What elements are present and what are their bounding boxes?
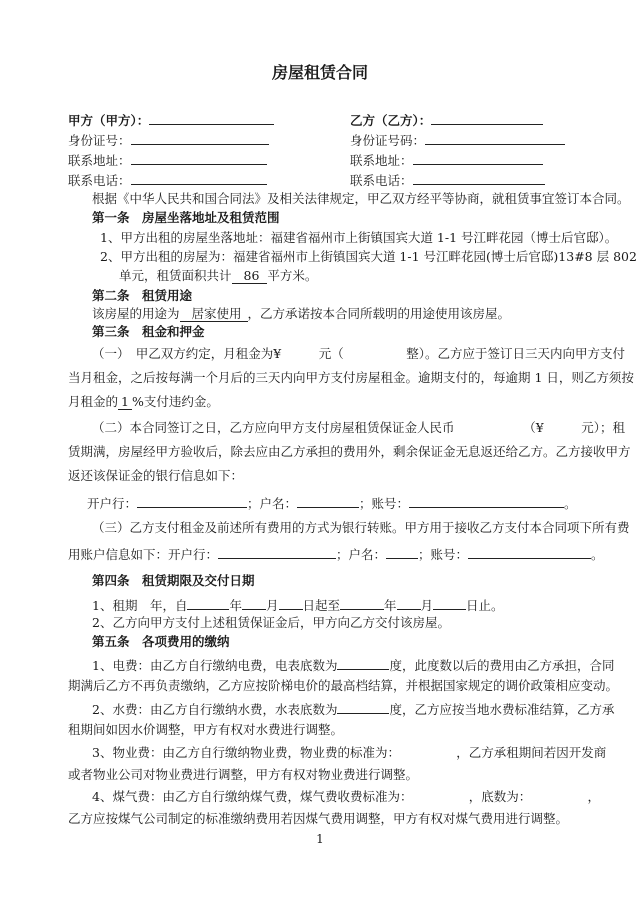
article-3-p1-line-3	[68, 394, 219, 410]
end-month-blank[interactable]	[397, 596, 421, 610]
start-year-unit: 年	[229, 598, 242, 613]
article-2-text	[92, 306, 510, 322]
property-fee-line-1: 3、物业费：由乙方自行缴纳物业费，物业费的标准为： ，乙方承租期间若因开发商	[92, 745, 607, 760]
article-3-p2-line-3: 返还该保证金的银行信息如下：	[68, 468, 244, 483]
article-3-p2-line-1: （二）本合同签订之日，乙方应向甲方支付房屋租赁保证金人民币 （¥ 元）；租	[92, 420, 625, 435]
water-line-2: 租期间如因水价调整，甲方有权对水费进行调整。	[68, 722, 344, 737]
usage-value[interactable]: 居家使用	[180, 306, 248, 322]
refund-bank-label: 开户行：	[87, 496, 138, 511]
party-b-id-field	[350, 131, 565, 149]
refund-account-name-blank[interactable]	[297, 494, 359, 508]
article-3-p3-line-2	[68, 545, 604, 563]
party-b-address-blank[interactable]	[413, 151, 543, 165]
start-year-blank[interactable]	[187, 596, 229, 610]
area-unit: 平方米。	[267, 268, 318, 283]
article-1-item-2-line-2	[119, 268, 317, 284]
party-a-phone-blank[interactable]	[131, 171, 267, 185]
page-title: 房屋租赁合同	[271, 63, 368, 82]
refund-end-mark: 。	[564, 496, 577, 511]
electricity-label: 1、电费：由乙方自行缴纳电费，电表底数为	[92, 658, 338, 673]
lease-term-label: 1、租期 年，自	[92, 598, 188, 613]
article-1-item-2-line-1: 2、甲方出租的房屋为：福建省福州市上街镇国宾大道 1-1 号江畔花园(博士后官邸)13#8 层 802	[100, 249, 637, 264]
area-label: 单元，租赁面积共计	[119, 268, 232, 283]
landlord-account-no-blank[interactable]	[468, 545, 591, 559]
party-b-phone-field	[350, 171, 545, 189]
refund-account-name-label: ；户名：	[247, 496, 298, 511]
party-b-field	[350, 111, 543, 129]
end-day-unit: 日止。	[466, 598, 504, 613]
party-b-phone-blank[interactable]	[413, 171, 545, 185]
party-a-label: 甲方（甲方）：	[68, 113, 150, 128]
property-fee-line-2: 或者物业公司对物业费进行调整，甲方有权对物业费进行调整。	[68, 767, 419, 782]
water-meter-blank[interactable]	[337, 700, 389, 714]
party-a-field	[68, 111, 274, 129]
article-3-p1-line-1: （一） 甲乙双方约定，月租金为¥ 元（ 整）。乙方应于签订日三天内向甲方支付	[92, 346, 625, 361]
landlord-account-name-label: ；户名：	[336, 547, 387, 562]
article-3-p2-line-2: 赁期满，房屋经甲方验收后，除去应由乙方承担的费用外，剩余保证金无息返还给乙方。乙方接收甲方	[68, 444, 631, 459]
refund-account-no-blank[interactable]	[409, 494, 564, 508]
article-3-heading: 第三条 租金和押金	[92, 324, 205, 339]
article-1-heading: 第一条 房屋坐落地址及租赁范围	[92, 210, 280, 225]
end-month-unit: 月	[420, 598, 434, 613]
article-4-item-2: 2、乙方向甲方支付上述租赁保证金后，甲方向乙方交付该房屋。	[92, 615, 450, 630]
electricity-meter-blank[interactable]	[337, 656, 389, 670]
end-day-blank[interactable]	[433, 596, 466, 610]
party-b-id-label: 身份证号码：	[350, 133, 426, 148]
party-b-id-blank[interactable]	[425, 131, 565, 145]
party-b-address-label: 联系地址：	[350, 153, 413, 168]
party-b-address-field	[350, 151, 543, 169]
landlord-bank-label: 用账户信息如下：开户行：	[68, 547, 219, 562]
start-day-unit: 日起至	[302, 598, 341, 613]
party-a-address-label: 联系地址：	[68, 153, 131, 168]
party-a-phone-field	[68, 171, 267, 189]
refund-account-no-label: ；账号：	[359, 496, 410, 511]
start-month-unit: 月	[265, 598, 279, 613]
refund-bank-row	[87, 494, 577, 512]
article-1-item-1: 1、甲方出租的房屋坐落地址：福建省福州市上街镇国宾大道 1-1 号江畔花园（博士后官邸）。	[100, 230, 618, 245]
landlord-end-mark: 。	[591, 547, 604, 562]
refund-bank-blank[interactable]	[137, 494, 247, 508]
article-5-heading: 第五条 各项费用的缴纳	[92, 634, 230, 649]
water-terms: 度，乙方应按当地水费标准结算，乙方承	[389, 702, 615, 717]
electricity-line-1	[92, 656, 614, 674]
gas-fee-line-1: 4、煤气费：由乙方自行缴纳煤气费，煤气费收费标准为： ，底数为： ，	[92, 789, 600, 804]
electricity-line-2: 期满后乙方不再负责缴纳，乙方应按阶梯电价的最高档结算，并根据国家规定的调价政策相应变动。	[68, 678, 619, 693]
party-a-address-field	[68, 151, 267, 169]
rental-area[interactable]: 86	[232, 268, 268, 284]
page-number: 1	[316, 832, 324, 846]
party-b-blank[interactable]	[431, 111, 543, 125]
landlord-account-no-label: ；账号：	[418, 547, 469, 562]
landlord-account-name-blank[interactable]	[386, 545, 418, 559]
lease-term-line	[92, 596, 504, 614]
intro-paragraph: 根据《中华人民共和国合同法》及相关法律规定，甲乙双方经平等协商，就租赁事宜签订本合同。	[92, 191, 630, 206]
penalty-label: 月租金的	[68, 394, 119, 409]
penalty-unit: %支付违约金。	[131, 394, 219, 409]
party-a-address-blank[interactable]	[131, 151, 267, 165]
party-b-phone-label: 联系电话：	[350, 173, 413, 188]
article-4-heading: 第四条 租赁期限及交付日期	[92, 573, 255, 588]
usage-label: 该房屋的用途为	[92, 306, 180, 321]
party-a-blank[interactable]	[149, 111, 274, 125]
water-line-1	[92, 700, 614, 718]
article-2-heading: 第二条 租赁用途	[92, 288, 193, 303]
penalty-rate[interactable]: 1	[118, 394, 132, 410]
usage-promise: ，乙方承诺按本合同所载明的用途使用该房屋。	[247, 306, 511, 321]
article-3-p1-line-2: 当月租金，之后按每满一个月后的三天内向甲方支付房屋租金。逾期支付的，每逾期 1 日，则乙方须按	[68, 370, 634, 385]
electricity-terms: 度，此度数以后的费用由乙方承担，合同	[389, 658, 615, 673]
water-label: 2、水费：由乙方自行缴纳水费，水表底数为	[92, 702, 338, 717]
party-a-phone-label: 联系电话：	[68, 173, 131, 188]
article-3-p3-line-1: （三）乙方支付租金及前述所有费用的方式为银行转账。甲方用于接收乙方支付本合同项下所有费	[92, 520, 630, 535]
end-year-blank[interactable]	[340, 596, 384, 610]
landlord-bank-blank[interactable]	[218, 545, 336, 559]
gas-fee-line-2: 乙方应按煤气公司制定的标准缴纳费用若因煤气费用调整，甲方有权对煤气费用进行调整。	[68, 811, 569, 826]
end-year-unit: 年	[384, 598, 397, 613]
party-a-id-blank[interactable]	[131, 131, 269, 145]
party-a-id-field	[68, 131, 269, 149]
start-month-blank[interactable]	[242, 596, 266, 610]
party-a-id-label: 身份证号：	[68, 133, 131, 148]
party-b-label: 乙方（乙方）：	[350, 113, 432, 128]
start-day-blank[interactable]	[279, 596, 303, 610]
